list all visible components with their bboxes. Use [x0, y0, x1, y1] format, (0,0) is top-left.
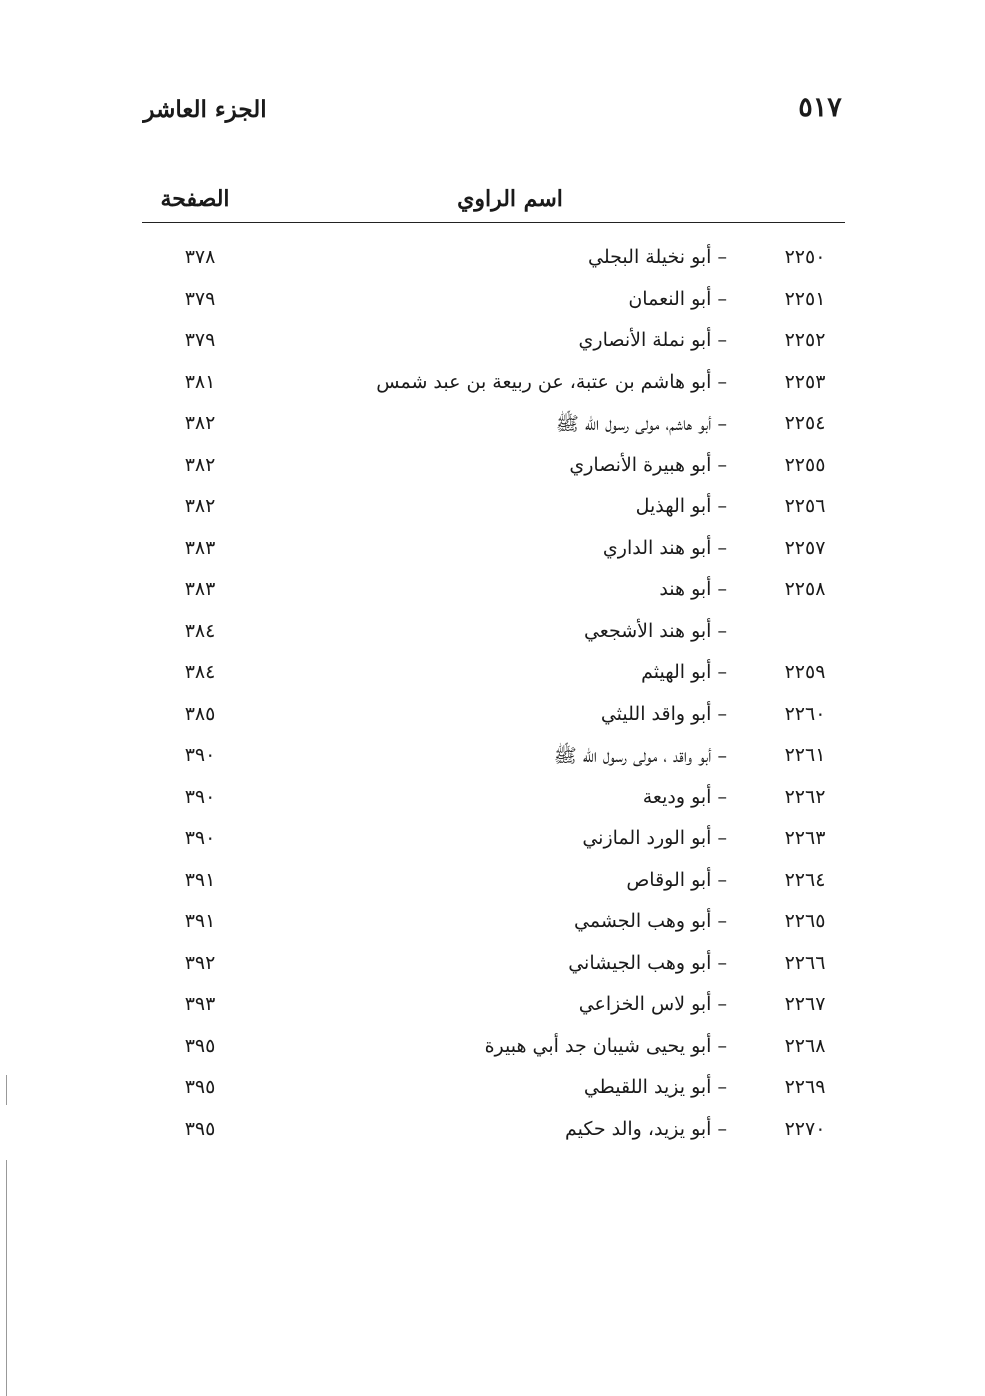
page-reference: ٣٩٢ [184, 952, 216, 974]
narrator-name: – أبو وهب الجشمي [574, 910, 727, 932]
entry-number: ٢٢٥٣ [784, 371, 826, 393]
table-row [0, 703, 985, 739]
narrator-name: – أبو هاشم بن عتبة، عن ربيعة بن عبد شمس [376, 371, 727, 393]
entry-number: ٢٢٦٦ [784, 952, 826, 974]
table-row [0, 1076, 985, 1112]
narrator-name: – أبو هبيرة الأنصاري [569, 454, 727, 476]
narrator-name: – أبو هند [659, 578, 727, 600]
entry-number: ٢٢٦٤ [784, 869, 826, 891]
entry-number: ٢٢٥٢ [784, 329, 826, 351]
page-reference: ٣٨٢ [184, 412, 216, 434]
page-reference: ٣٩٣ [184, 993, 216, 1015]
table-row [0, 869, 985, 905]
page-reference: ٣٨٤ [184, 661, 216, 683]
column-header-narrator: اسم الراوي [457, 186, 563, 212]
narrator-name: – أبو النعمان [628, 288, 727, 310]
page-reference: ٣٨١ [184, 371, 216, 393]
entry-number: ٢٢٥٩ [784, 661, 826, 683]
table-row [0, 537, 985, 573]
table-row [0, 454, 985, 490]
page-reference: ٣٨٤ [184, 620, 216, 642]
page-reference: ٣٧٩ [184, 288, 216, 310]
table-row [0, 495, 985, 531]
table-row [0, 827, 985, 863]
narrator-name: – أبو نخيلة البجلي [588, 246, 727, 268]
table-row [0, 786, 985, 822]
narrator-name: – أبو هند الداري [602, 537, 727, 559]
table-row [0, 910, 985, 946]
entry-number: ٢٢٦٥ [784, 910, 826, 932]
page-reference: ٣٨٣ [184, 537, 216, 559]
entry-number: ٢٢٥٥ [784, 454, 826, 476]
header-rule [142, 222, 845, 223]
table-row [0, 578, 985, 614]
page-reference: ٣٩٥ [184, 1118, 216, 1140]
volume-title: الجزء العاشر [143, 96, 267, 123]
narrator-name: – أبو واقد ، مولى رسول الله ﷺ [553, 745, 727, 767]
page-reference: ٣٩٥ [184, 1076, 216, 1098]
table-row [0, 993, 985, 1029]
narrator-name: – أبو نملة الأنصاري [578, 329, 727, 351]
page-reference: ٣٨٣ [184, 578, 216, 600]
page-reference: ٣٧٩ [184, 329, 216, 351]
page-reference: ٣٩٠ [184, 744, 216, 766]
entry-number: ٢٢٥٤ [784, 412, 826, 434]
table-row [0, 1035, 985, 1071]
narrator-name: – أبو الهيثم [641, 661, 727, 683]
entry-number: ٢٢٦١ [784, 744, 826, 766]
table-row [0, 288, 985, 324]
page-reference: ٣٨٢ [184, 495, 216, 517]
entry-number: ٢٢٥٧ [784, 537, 826, 559]
narrator-name: – أبو وديعة [642, 786, 727, 808]
narrator-name: – أبو يزيد اللقيطي [583, 1076, 727, 1098]
page-reference: ٣٩١ [184, 910, 216, 932]
narrator-name: – أبو هاشم، مولى رسول الله ﷺ [555, 413, 727, 435]
table-row [0, 371, 985, 407]
page-reference: ٣٩٠ [184, 786, 216, 808]
scan-artifact-line [6, 1075, 7, 1105]
table-row [0, 329, 985, 365]
entry-number: ٢٢٥٦ [784, 495, 826, 517]
entry-number: ٢٢٦٩ [784, 1076, 826, 1098]
page-reference: ٣٨٥ [184, 703, 216, 725]
page-reference: ٣٩١ [184, 869, 216, 891]
table-row [0, 744, 985, 780]
narrator-name: – أبو وهب الجيشاني [568, 952, 727, 974]
entry-number: ٢٢٦٠ [784, 703, 826, 725]
scan-artifact-line [6, 1160, 7, 1396]
entry-number: ٢٢٦٣ [784, 827, 826, 849]
table-row [0, 246, 985, 282]
entry-number: ٢٢٦٨ [784, 1035, 826, 1057]
page-number: ٥١٧ [798, 92, 842, 123]
column-header-page: الصفحة [160, 186, 230, 212]
entry-number: ٢٢٦٧ [784, 993, 826, 1015]
narrator-name: – أبو لاس الخزاعي [578, 993, 727, 1015]
entry-number: ٢٢٥١ [784, 288, 826, 310]
page-reference: ٣٩٠ [184, 827, 216, 849]
page-reference: ٣٨٢ [184, 454, 216, 476]
entry-number: ٢٢٥٠ [784, 246, 826, 268]
table-row [0, 1118, 985, 1154]
narrator-name: – أبو يحيى شيبان جد أبي هبيرة [484, 1035, 727, 1057]
entry-number: ٢٢٥٨ [784, 578, 826, 600]
table-row [0, 661, 985, 697]
narrator-name: – أبو هند الأشجعي [583, 620, 727, 642]
entry-number: ٢٢٧٠ [784, 1118, 826, 1140]
narrator-name: – أبو الهذيل [635, 495, 727, 517]
narrator-name: – أبو الوقاص [626, 869, 727, 891]
narrator-name: – أبو الورد المازني [582, 827, 727, 849]
page-reference: ٣٧٨ [184, 246, 216, 268]
narrator-name: – أبو يزيد، والد حكيم [564, 1118, 727, 1140]
narrator-name: – أبو واقد الليثي [600, 703, 727, 725]
table-row [0, 412, 985, 448]
table-row [0, 952, 985, 988]
table-row [0, 620, 985, 656]
entry-number: ٢٢٦٢ [784, 786, 826, 808]
page-reference: ٣٩٥ [184, 1035, 216, 1057]
